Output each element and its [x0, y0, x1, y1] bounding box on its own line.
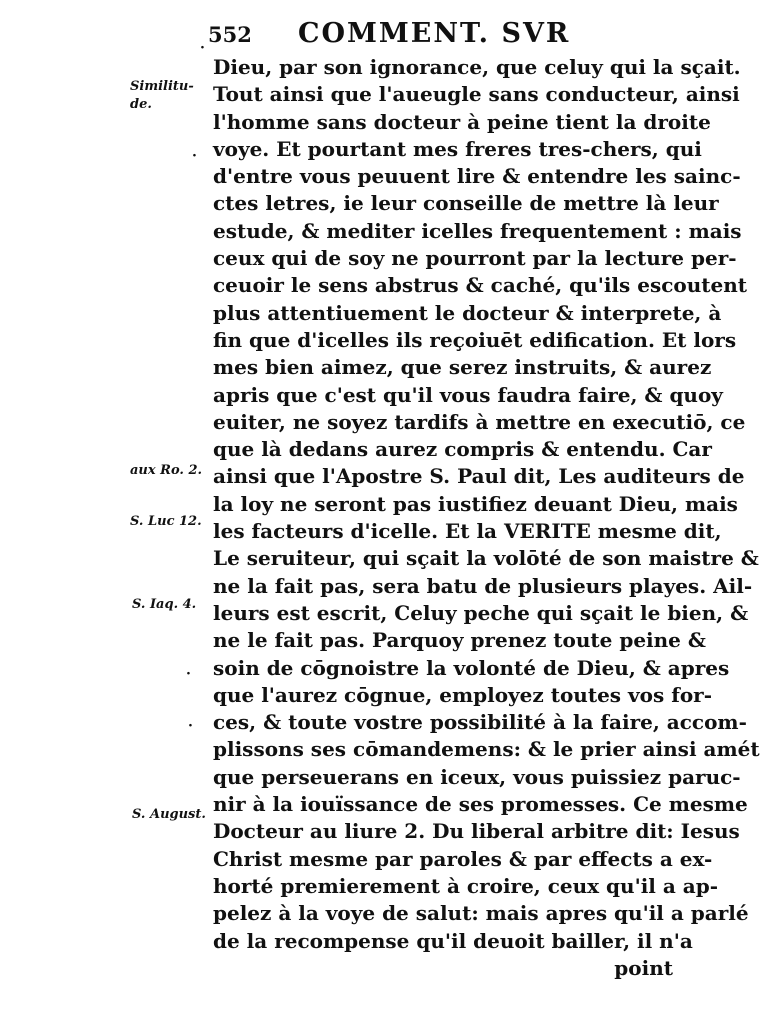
text-line: plus attentiuement le docteur & interprete, à — [213, 300, 722, 325]
text-line: ne le fait pas. Parquoy prenez toute peine & — [213, 628, 706, 653]
text-line: que perseuerans en iceux, vous puissiez paruc- — [213, 764, 741, 789]
catchword: point — [614, 955, 673, 980]
text-line: plissons ses cōmandemens: & le prier ainsi amét — [213, 737, 760, 762]
margin-mark: · — [186, 666, 191, 682]
body-text — [213, 54, 760, 982]
text-line: Docteur au liure 2. Du liberal arbitre dit: Iesus — [213, 819, 740, 844]
text-line: Tout ainsi que l'aueugle sans conducteur, ainsi — [213, 82, 740, 107]
text-line: ceux qui de soy ne pourront par la lecture per- — [213, 246, 737, 271]
text-line: ainsi que l'Apostre S. Paul dit, Les auditeurs de — [213, 464, 745, 489]
marginal-note-luc: S. Luc 12. — [130, 514, 202, 529]
text-line: estude, & mediter icelles frequentement : mais — [213, 218, 742, 243]
text-line: ctes letres, ie leur conseille de mettre là leur — [213, 191, 719, 216]
text-line: soin de cōgnoistre la volonté de Dieu, & apres — [213, 655, 730, 680]
text-line: ceuoir le sens abstrus & caché, qu'ils escoutent — [213, 273, 748, 298]
text-line: les facteurs d'icelle. Et la VERITE mesme dit, — [213, 519, 722, 544]
page-header — [208, 14, 668, 54]
running-title: COMMENT. SVR — [298, 18, 571, 49]
margin-mark: · — [192, 148, 197, 164]
text-line: mes bien aimez, que serez instruits, & aurez — [213, 355, 712, 380]
text-line: que l'aurez cōgnue, employez toutes vos for- — [213, 682, 712, 707]
text-line: horté premierement à croire, ceux qu'il a ap- — [213, 873, 719, 898]
text-line: nir à la iouïssance de ses promesses. Ce mesme — [213, 792, 748, 817]
marginal-note-line: de. — [130, 97, 152, 112]
margin-mark: · — [188, 718, 193, 734]
page-number: 552 — [208, 22, 252, 47]
text-line: ces, & toute vostre possibilité à la faire, accom- — [213, 710, 747, 735]
text-line: euiter, ne soyez tardifs à mettre en executiō, ce — [213, 409, 746, 434]
text-line: leurs est escrit, Celuy peche qui sçait le bien, & — [213, 600, 749, 625]
text-line: pelez à la voye de salut: mais apres qu'il a parlé — [213, 901, 749, 926]
marginal-note-augustin: S. August. — [132, 807, 206, 822]
text-line: fin que d'icelles ils reçoiuēt edification. Et lors — [213, 327, 737, 352]
text-line: Le seruiteur, qui sçait la volōté de son maistre & — [213, 546, 759, 571]
marginal-note-jacques: S. Iaq. 4. — [132, 597, 197, 612]
text-line: que là dedans aurez compris & entendu. Car — [213, 437, 712, 462]
text-line: Christ mesme par paroles & par effects a ex- — [213, 846, 713, 871]
text-line: apris que c'est qu'il vous faudra faire, & quoy — [213, 382, 723, 407]
marginal-note-similitude — [130, 78, 194, 114]
marginal-note-romains: aux Ro. 2. — [130, 463, 203, 478]
text-line: voye. Et pourtant mes freres tres-chers, qui — [213, 136, 702, 161]
text-line: Dieu, par son ignorance, que celuy qui la sçait. — [213, 55, 741, 79]
marginal-note-line: Similitu- — [130, 79, 194, 94]
text-line: ne la fait pas, sera batu de plusieurs playes. Ail- — [213, 573, 753, 598]
text-line: l'homme sans docteur à peine tient la droite — [213, 109, 711, 134]
text-line: de la recompense qu'il deuoit bailler, il n'a — [213, 928, 693, 953]
margin-mark: · — [200, 40, 205, 56]
text-line: la loy ne seront pas iustifiez deuant Dieu, mais — [213, 491, 738, 516]
text-line: d'entre vous peuuent lire & entendre les sainc- — [213, 164, 741, 189]
